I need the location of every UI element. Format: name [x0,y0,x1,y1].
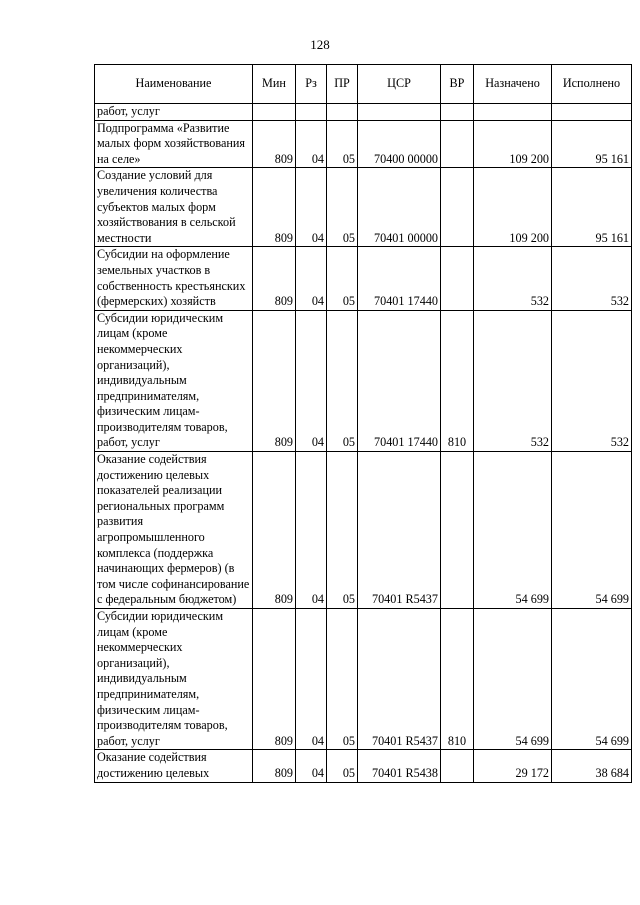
cell-name: Субсидии юридическим лицам (кроме некоммерческих организаций), индивидуальным предпринимателям, физическим лицам-производителям товаров, работ, услуг [95,310,253,451]
cell-name: Создание условий для увеличения количества субъектов малых форм хозяйствования в сельской местности [95,168,253,247]
cell-min: 809 [253,750,296,782]
cell-pr: 05 [327,310,358,451]
cell-csr: 70401 R5437 [358,609,441,750]
cell-vr [441,104,474,121]
table-row [95,750,632,782]
table-row [95,609,632,750]
cell-min: 809 [253,452,296,609]
cell-min: 809 [253,609,296,750]
cell-vr [441,247,474,310]
cell-csr: 70400 00000 [358,120,441,168]
table-row [95,120,632,168]
cell-min: 809 [253,310,296,451]
cell-name: Подпрограмма «Развитие малых форм хозяйствования на селе» [95,120,253,168]
cell-vr [441,120,474,168]
cell-pr [327,104,358,121]
cell-executed: 532 [552,310,632,451]
table-row [95,168,632,247]
cell-rz: 04 [296,247,327,310]
cell-rz: 04 [296,452,327,609]
cell-rz: 04 [296,750,327,782]
cell-executed: 532 [552,247,632,310]
cell-csr: 70401 R5438 [358,750,441,782]
table-row [95,452,632,609]
cell-vr [441,750,474,782]
cell-vr [441,452,474,609]
cell-executed: 95 161 [552,120,632,168]
cell-vr: 810 [441,310,474,451]
cell-rz: 04 [296,609,327,750]
cell-pr: 05 [327,247,358,310]
budget-table [94,64,632,783]
header-rz: Рз [296,65,327,104]
cell-pr: 05 [327,609,358,750]
cell-assigned: 29 172 [474,750,552,782]
header-vr: ВР [441,65,474,104]
cell-name: работ, услуг [95,104,253,121]
cell-assigned: 54 699 [474,452,552,609]
header-name: Наименование [95,65,253,104]
header-executed: Исполнено [552,65,632,104]
cell-csr: 70401 R5437 [358,452,441,609]
cell-name: Субсидии на оформление земельных участков в собственность крестьянских (фермерских) хозяйств [95,247,253,310]
cell-pr: 05 [327,750,358,782]
cell-pr: 05 [327,168,358,247]
cell-min [253,104,296,121]
table-row [95,310,632,451]
cell-assigned: 532 [474,310,552,451]
cell-pr: 05 [327,120,358,168]
cell-pr: 05 [327,452,358,609]
cell-name: Оказание содействия достижению целевых [95,750,253,782]
cell-min: 809 [253,120,296,168]
header-min: Мин [253,65,296,104]
cell-min: 809 [253,168,296,247]
cell-csr: 70401 00000 [358,168,441,247]
table-header-row [95,65,632,104]
cell-rz: 04 [296,120,327,168]
cell-rz: 04 [296,310,327,451]
cell-vr: 810 [441,609,474,750]
cell-name: Субсидии юридическим лицам (кроме некоммерческих организаций), индивидуальным предпринимателям, физическим лицам-производителям товаров, работ, услуг [95,609,253,750]
cell-assigned [474,104,552,121]
table-row [95,247,632,310]
cell-csr: 70401 17440 [358,247,441,310]
cell-executed: 95 161 [552,168,632,247]
cell-csr: 70401 17440 [358,310,441,451]
cell-executed: 38 684 [552,750,632,782]
cell-executed: 54 699 [552,452,632,609]
header-csr: ЦСР [358,65,441,104]
cell-assigned: 109 200 [474,120,552,168]
cell-assigned: 532 [474,247,552,310]
cell-executed: 54 699 [552,609,632,750]
header-pr: ПР [327,65,358,104]
cell-vr [441,168,474,247]
cell-rz [296,104,327,121]
cell-assigned: 109 200 [474,168,552,247]
cell-min: 809 [253,247,296,310]
table-row [95,104,632,121]
header-assigned: Назначено [474,65,552,104]
cell-rz: 04 [296,168,327,247]
page-number: 128 [310,37,330,52]
cell-assigned: 54 699 [474,609,552,750]
cell-name: Оказание содействия достижению целевых показателей реализации региональных программ развития агропромышленного комплекса (поддержка начинающих фермеров) (в том числе софинансирование с федеральным бюджетом) [95,452,253,609]
cell-executed [552,104,632,121]
cell-csr [358,104,441,121]
